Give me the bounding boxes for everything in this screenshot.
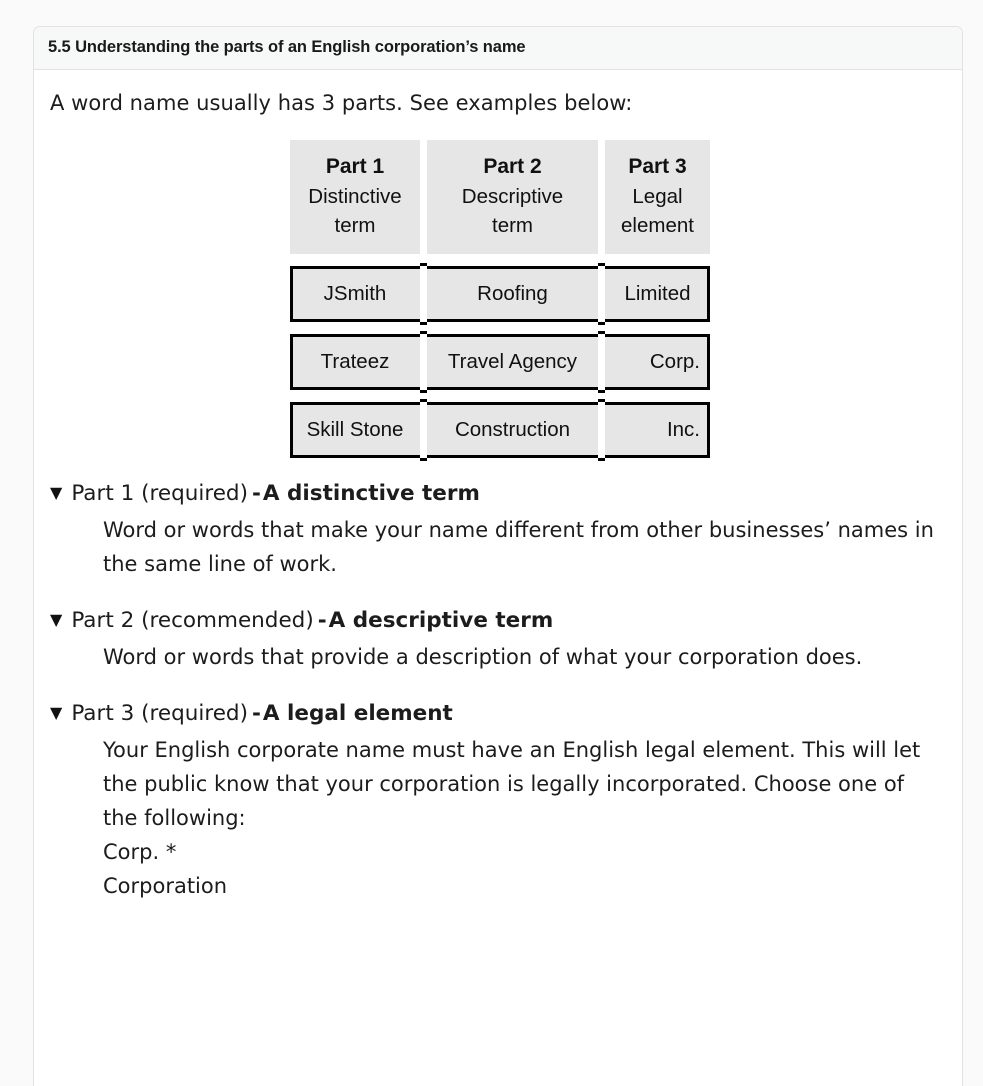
column-gap xyxy=(420,266,427,322)
section-header-part-1[interactable] xyxy=(50,480,948,508)
table-cell-part1: Skill Stone xyxy=(290,402,420,458)
section-label: Part 3 (required) xyxy=(71,700,248,726)
header-subtitle-line1: Legal xyxy=(632,184,683,208)
table-row xyxy=(290,266,710,322)
section-label: Part 2 (recommended) xyxy=(71,607,314,633)
section-body-part-2 xyxy=(103,640,943,674)
card-body xyxy=(34,70,962,903)
column-gap xyxy=(598,402,605,458)
table-header-cell-part1 xyxy=(290,140,420,254)
section-description: Word or words that provide a description of what your corporation does. xyxy=(103,644,863,669)
table-header-cell-part2 xyxy=(427,140,598,254)
section-body-part-3 xyxy=(103,733,943,903)
section-header-part-3[interactable] xyxy=(50,700,948,728)
section-bold-title: A distinctive term xyxy=(262,480,480,506)
section-header-part-2[interactable] xyxy=(50,607,948,635)
column-gap xyxy=(598,266,605,322)
table-cell-part1: JSmith xyxy=(290,266,420,322)
triangle-down-icon[interactable]: ▼ xyxy=(50,482,63,502)
column-gap xyxy=(598,140,605,254)
section-part-3 xyxy=(50,700,948,903)
parts-table-wrapper xyxy=(48,140,948,458)
header-subtitle-line1: Descriptive xyxy=(461,184,564,208)
column-gap xyxy=(420,140,427,254)
header-subtitle-line1: Distinctive xyxy=(308,184,402,208)
header-subtitle-line2: term xyxy=(492,213,533,237)
section-description: Word or words that make your name different from other businesses’ names in the same line of work. xyxy=(103,517,934,576)
table-row xyxy=(290,402,710,458)
legal-element-option: Corp. * xyxy=(103,839,177,864)
header-subtitle-line2: element xyxy=(621,213,694,237)
table-header-row xyxy=(290,140,710,254)
section-part-2 xyxy=(50,607,948,674)
column-gap xyxy=(420,334,427,390)
header-title: Part 2 xyxy=(483,154,542,178)
table-cell-part1: Trateez xyxy=(290,334,420,390)
section-bold-title: A legal element xyxy=(262,700,453,726)
header-title: Part 1 xyxy=(325,154,385,178)
table-row xyxy=(290,334,710,390)
table-cell-part3: Corp. xyxy=(605,334,710,390)
section-bold-title: A descriptive term xyxy=(328,607,554,633)
section-label: Part 1 (required) xyxy=(71,480,248,506)
triangle-down-icon[interactable]: ▼ xyxy=(50,702,63,722)
section-dash: - xyxy=(251,480,261,506)
table-header-cell-part3 xyxy=(605,140,710,254)
table-cell-part2: Roofing xyxy=(427,266,598,322)
header-title: Part 3 xyxy=(628,154,687,178)
header-subtitle-line2: term xyxy=(334,213,376,237)
section-description: Your English corporate name must have an English legal element. This will let the public know that your corporation is legally incorporated. Choose one of the following: xyxy=(103,737,921,830)
parts-explanations xyxy=(48,480,948,903)
legal-element-option: Corporation xyxy=(103,873,228,898)
table-cell-part2: Travel Agency xyxy=(427,334,598,390)
triangle-down-icon[interactable]: ▼ xyxy=(50,609,63,629)
section-dash: - xyxy=(317,607,327,633)
section-part-1 xyxy=(50,480,948,581)
section-body-part-1 xyxy=(103,513,943,581)
column-gap xyxy=(598,334,605,390)
column-gap xyxy=(420,402,427,458)
parts-table xyxy=(290,140,710,458)
table-cell-part3: Limited xyxy=(605,266,710,322)
info-card xyxy=(33,26,963,1086)
intro-text: A word name usually has 3 parts. See examples below: xyxy=(50,90,633,115)
card-header xyxy=(34,27,962,70)
table-cell-part3: Inc. xyxy=(605,402,710,458)
page-title: 5.5 Understanding the parts of an English corporation’s name xyxy=(48,38,526,56)
table-cell-part2: Construction xyxy=(427,402,598,458)
section-dash: - xyxy=(251,700,261,726)
